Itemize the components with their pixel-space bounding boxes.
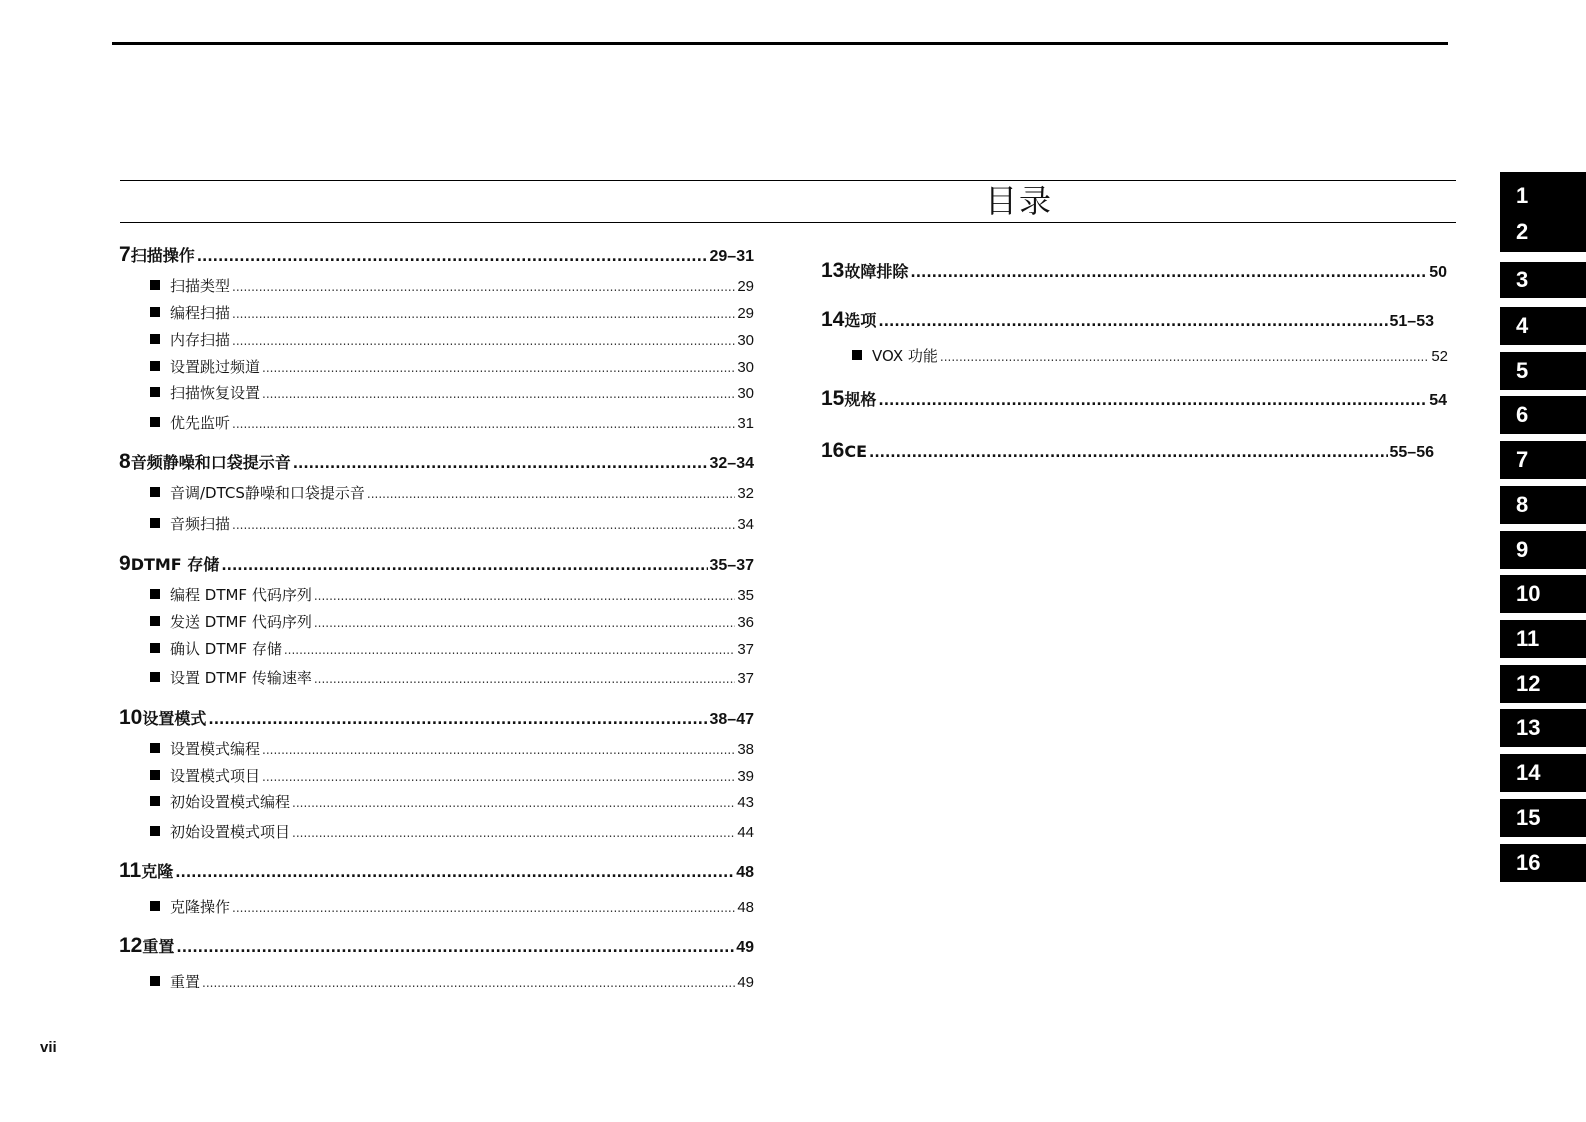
square-bullet-icon: [150, 796, 160, 806]
toc-subsection[interactable]: [150, 482, 754, 503]
square-bullet-icon: [150, 616, 160, 626]
square-bullet-icon: [150, 361, 160, 371]
square-bullet-icon: [150, 770, 160, 780]
dot-leader: [202, 976, 735, 990]
square-bullet-icon: [150, 976, 160, 986]
subsection-page: 44: [737, 824, 754, 841]
dot-leader: [232, 518, 735, 532]
toc-subsection[interactable]: [150, 382, 754, 403]
title-rule-top: [120, 180, 1456, 181]
subsection-page: 29: [737, 305, 754, 322]
toc-section-15[interactable]: [821, 387, 1447, 411]
toc-subsection[interactable]: [150, 275, 754, 296]
chapter-tab-13[interactable]: [1500, 709, 1586, 747]
chapter-tab-label: 5: [1516, 358, 1529, 383]
subsection-title: 设置 DTMF 传输速率: [170, 669, 312, 687]
dot-leader: [232, 901, 735, 915]
dot-leader: [878, 393, 1427, 409]
section-number: 15: [821, 387, 845, 410]
toc-subsection[interactable]: [150, 667, 754, 688]
subsection-title: 克隆操作: [170, 898, 231, 916]
section-number: 12: [119, 934, 143, 957]
top-rule: [112, 42, 1448, 45]
toc-subsection[interactable]: [150, 356, 754, 377]
subsection-title: 初始设置模式编程: [170, 793, 291, 811]
dot-leader: [869, 445, 1387, 461]
dot-leader: [367, 487, 735, 501]
section-pages: 32–34: [709, 455, 754, 472]
chapter-tab-label: 7: [1516, 447, 1529, 472]
subsection-title: VOX 功能: [872, 347, 938, 365]
toc-subsection[interactable]: [150, 896, 754, 917]
toc-subsection[interactable]: [852, 345, 1448, 366]
chapter-tab-15[interactable]: [1500, 799, 1586, 837]
square-bullet-icon: [150, 417, 160, 427]
dot-leader: [232, 280, 735, 294]
chapter-tab-label: 6: [1516, 402, 1529, 427]
dot-leader: [878, 314, 1387, 330]
toc-section-7[interactable]: [119, 243, 754, 267]
section-number: 10: [119, 706, 143, 729]
toc-subsection[interactable]: [150, 765, 754, 786]
subsection-title: 重置: [170, 973, 201, 991]
dot-leader: [292, 796, 735, 810]
page-title: 目录: [984, 182, 1054, 220]
section-number: 8: [119, 450, 131, 473]
dot-leader: [176, 940, 734, 956]
section-title: 设置模式: [142, 709, 207, 728]
subsection-page: 38: [737, 741, 754, 758]
section-number: 7: [119, 243, 131, 266]
toc-subsection[interactable]: [150, 329, 754, 350]
chapter-tab-3[interactable]: [1500, 262, 1586, 298]
dot-leader: [197, 249, 708, 265]
square-bullet-icon: [150, 643, 160, 653]
subsection-title: 优先监听: [170, 414, 231, 432]
section-title: CE: [844, 442, 868, 461]
dot-leader: [910, 265, 1427, 281]
chapter-tab-6[interactable]: [1500, 396, 1586, 434]
chapter-tab-16[interactable]: [1500, 844, 1586, 882]
chapter-tab-label: 15: [1516, 805, 1541, 830]
dot-leader: [175, 865, 734, 881]
dot-leader: [940, 350, 1429, 364]
subsection-page: 49: [737, 974, 754, 991]
section-title: 克隆: [141, 862, 174, 881]
section-pages: 38–47: [709, 711, 754, 728]
section-title: 重置: [142, 937, 175, 956]
chapter-tab-label: 12: [1516, 671, 1541, 696]
toc-subsection[interactable]: [150, 584, 754, 605]
section-pages: 35–37: [709, 557, 754, 574]
chapter-tab-label: 14: [1516, 760, 1541, 785]
subsection-title: 编程 DTMF 代码序列: [170, 586, 312, 604]
subsection-page: 32: [737, 485, 754, 502]
chapter-tab-9[interactable]: [1500, 531, 1586, 569]
square-bullet-icon: [150, 334, 160, 344]
dot-leader: [292, 826, 735, 840]
section-title: 音频静噪和口袋提示音: [130, 453, 291, 472]
dot-leader: [232, 307, 735, 321]
dot-leader: [262, 361, 735, 375]
square-bullet-icon: [150, 901, 160, 911]
subsection-title: 音频扫描: [170, 515, 231, 533]
subsection-title: 设置跳过频道: [170, 358, 261, 376]
section-pages: 48: [736, 864, 754, 881]
subsection-page: 36: [737, 614, 754, 631]
section-pages: 49: [736, 939, 754, 956]
toc-subsection[interactable]: [150, 412, 754, 433]
chapter-tab-1-2[interactable]: [1500, 172, 1586, 252]
chapter-tab-label: 11: [1516, 626, 1540, 651]
section-title: 扫描操作: [130, 246, 195, 265]
dot-leader: [221, 558, 707, 574]
dot-leader: [232, 417, 735, 431]
section-number: 16: [821, 439, 845, 462]
dot-leader: [314, 672, 735, 686]
dot-leader: [232, 334, 735, 348]
chapter-tab-5[interactable]: [1500, 352, 1586, 390]
square-bullet-icon: [150, 826, 160, 836]
square-bullet-icon: [150, 518, 160, 528]
section-title: 规格: [844, 390, 877, 409]
chapter-tab-label: 16: [1516, 850, 1541, 875]
subsection-page: 39: [737, 768, 754, 785]
section-title: DTMF 存储: [130, 555, 220, 574]
toc-section-11[interactable]: [119, 859, 754, 883]
subsection-page: 37: [737, 641, 754, 658]
section-title: 故障排除: [844, 262, 909, 281]
dot-leader: [314, 589, 735, 603]
dot-leader: [208, 712, 707, 728]
section-pages: 29–31: [709, 248, 754, 265]
subsection-page: 31: [737, 415, 754, 432]
title-rule-bottom: [120, 222, 1456, 223]
section-number: 11: [119, 859, 142, 882]
subsection-title: 音调/DTCS静噪和口袋提示音: [170, 484, 365, 502]
subsection-page: 37: [737, 670, 754, 687]
section-pages: 55–56: [1389, 444, 1434, 461]
subsection-title: 设置模式项目: [170, 767, 261, 785]
subsection-page: 30: [737, 332, 754, 349]
chapter-tab-4[interactable]: [1500, 307, 1586, 345]
toc-subsection[interactable]: [150, 638, 754, 659]
subsection-title: 设置模式编程: [170, 740, 261, 758]
subsection-title: 发送 DTMF 代码序列: [170, 613, 312, 631]
subsection-page: 29: [737, 278, 754, 295]
section-pages: 50: [1429, 264, 1447, 281]
square-bullet-icon: [852, 350, 862, 360]
subsection-page: 48: [737, 899, 754, 916]
square-bullet-icon: [150, 280, 160, 290]
toc-subsection[interactable]: [150, 821, 754, 842]
chapter-tab-label: 3: [1516, 267, 1529, 292]
chapter-tab-12[interactable]: [1500, 665, 1586, 703]
dot-leader: [314, 616, 735, 630]
subsection-page: 30: [737, 359, 754, 376]
page-folio: vii: [40, 1039, 57, 1056]
subsection-page: 35: [737, 587, 754, 604]
dot-leader: [262, 770, 735, 784]
toc-section-9[interactable]: [119, 552, 754, 576]
subsection-page: 52: [1431, 348, 1448, 365]
toc-section-14[interactable]: [821, 308, 1434, 332]
toc-section-10[interactable]: [119, 706, 754, 730]
dot-leader: [293, 456, 708, 472]
toc-section-13[interactable]: [821, 259, 1447, 283]
subsection-page: 34: [737, 516, 754, 533]
section-pages: 51–53: [1389, 313, 1434, 330]
chapter-tab-7[interactable]: [1500, 441, 1586, 479]
toc-subsection[interactable]: [150, 971, 754, 992]
chapter-tab-11[interactable]: [1500, 620, 1586, 658]
toc-subsection[interactable]: [150, 513, 754, 534]
dot-leader: [262, 387, 735, 401]
toc-subsection[interactable]: [150, 791, 754, 812]
chapter-tab-label: 10: [1516, 581, 1541, 606]
chapter-tab-10[interactable]: [1500, 575, 1586, 613]
chapter-tab-label: 1: [1516, 183, 1529, 208]
subsection-title: 扫描恢复设置: [170, 384, 261, 402]
chapter-tab-8[interactable]: [1500, 486, 1586, 524]
toc-section-16[interactable]: [821, 439, 1434, 463]
subsection-title: 初始设置模式项目: [170, 823, 291, 841]
section-number: 9: [119, 552, 131, 575]
square-bullet-icon: [150, 672, 160, 682]
subsection-title: 确认 DTMF 存储: [170, 640, 282, 658]
toc-subsection[interactable]: [150, 611, 754, 632]
section-pages: 54: [1429, 392, 1447, 409]
square-bullet-icon: [150, 589, 160, 599]
subsection-title: 编程扫描: [170, 304, 231, 322]
square-bullet-icon: [150, 743, 160, 753]
dot-leader: [262, 743, 735, 757]
section-number: 14: [821, 308, 845, 331]
toc-subsection[interactable]: [150, 302, 754, 323]
chapter-tab-14[interactable]: [1500, 754, 1586, 792]
chapter-tab-label: 13: [1516, 715, 1541, 740]
toc-section-8[interactable]: [119, 450, 754, 474]
chapter-tab-label: 2: [1516, 219, 1529, 244]
chapter-tab-label: 8: [1516, 492, 1529, 517]
subsection-page: 43: [737, 794, 754, 811]
toc-section-12[interactable]: [119, 934, 754, 958]
square-bullet-icon: [150, 387, 160, 397]
subsection-page: 30: [737, 385, 754, 402]
dot-leader: [284, 643, 735, 657]
square-bullet-icon: [150, 487, 160, 497]
toc-subsection[interactable]: [150, 738, 754, 759]
section-title: 选项: [844, 311, 877, 330]
square-bullet-icon: [150, 307, 160, 317]
chapter-tab-label: 9: [1516, 537, 1529, 562]
section-number: 13: [821, 259, 845, 282]
chapter-tab-label: 4: [1516, 313, 1529, 338]
subsection-title: 内存扫描: [170, 331, 231, 349]
subsection-title: 扫描类型: [170, 277, 231, 295]
